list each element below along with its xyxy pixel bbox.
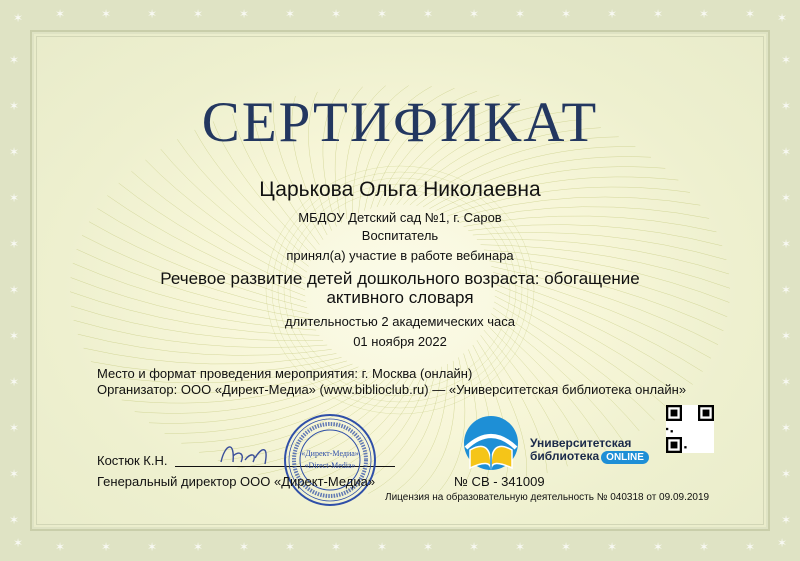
svg-text:✶: ✶ <box>12 536 24 550</box>
webinar-duration: длительностью 2 академических часа <box>285 314 515 329</box>
svg-text:✶: ✶ <box>376 7 388 21</box>
svg-text:✶: ✶ <box>698 7 710 21</box>
svg-text:✶: ✶ <box>8 283 20 297</box>
qr-code-icon <box>666 405 714 453</box>
svg-text:✶: ✶ <box>238 7 250 21</box>
signer-title: Генеральный директор ООО «Директ-Медиа» <box>97 474 376 489</box>
webinar-date: 01 ноября 2022 <box>353 334 447 349</box>
svg-text:✶: ✶ <box>468 540 480 554</box>
event-organizer: Организатор: ООО «Директ-Медиа» (www.biblioclub.ru) — «Университетская библиотека онлайн» <box>97 382 687 397</box>
svg-text:✶: ✶ <box>514 7 526 21</box>
svg-text:✶: ✶ <box>780 99 792 113</box>
svg-text:✶: ✶ <box>8 329 20 343</box>
signer-name: Костюк К.Н. <box>97 453 168 468</box>
svg-text:✶: ✶ <box>284 540 296 554</box>
svg-text:✶: ✶ <box>422 7 434 21</box>
svg-text:✶: ✶ <box>652 540 664 554</box>
svg-text:✶: ✶ <box>652 7 664 21</box>
participation-text: принял(а) участие в работе вебинара <box>286 248 514 263</box>
svg-text:✶: ✶ <box>376 540 388 554</box>
library-logo-line2-row <box>530 450 649 464</box>
svg-text:✶: ✶ <box>12 11 24 25</box>
svg-text:✶: ✶ <box>8 237 20 251</box>
svg-text:✶: ✶ <box>780 329 792 343</box>
svg-text:✶: ✶ <box>776 11 788 25</box>
svg-text:✶: ✶ <box>560 7 572 21</box>
svg-text:✶: ✶ <box>776 536 788 550</box>
svg-text:✶: ✶ <box>606 540 618 554</box>
recipient-organization: МБДОУ Детский сад №1, г. Саров <box>298 210 502 225</box>
signature <box>215 432 285 472</box>
svg-text:✶: ✶ <box>100 7 112 21</box>
stamp-line-1: «Директ-Медиа» <box>301 449 359 458</box>
license-text: Лицензия на образовательную деятельность № 040318 от 09.09.2019 <box>385 492 710 503</box>
certificate-title: СЕРТИФИКАТ <box>201 91 599 154</box>
svg-text:✶: ✶ <box>744 540 756 554</box>
svg-text:✶: ✶ <box>8 467 20 481</box>
svg-text:✶: ✶ <box>192 7 204 21</box>
webinar-topic: Речевое развитие детей дошкольного возраста: обогащение активного словаря <box>160 269 640 307</box>
library-logo-text <box>530 437 649 464</box>
stamp-line-2: «Direct-Media» <box>304 461 356 470</box>
svg-text:✶: ✶ <box>8 421 20 435</box>
svg-text:✶: ✶ <box>780 191 792 205</box>
event-place: Место и формат проведения мероприятия: г. Москва (онлайн) <box>97 366 473 381</box>
round-seal-icon <box>282 412 378 508</box>
svg-text:✶: ✶ <box>100 540 112 554</box>
svg-text:✶: ✶ <box>284 7 296 21</box>
svg-text:✶: ✶ <box>54 7 66 21</box>
svg-text:✶: ✶ <box>744 7 756 21</box>
svg-text:✶: ✶ <box>8 375 20 389</box>
svg-text:✶: ✶ <box>330 540 342 554</box>
svg-text:✶: ✶ <box>54 540 66 554</box>
svg-text:✶: ✶ <box>698 540 710 554</box>
svg-text:✶: ✶ <box>560 540 572 554</box>
svg-text:✶: ✶ <box>606 7 618 21</box>
svg-text:✶: ✶ <box>780 283 792 297</box>
svg-text:✶: ✶ <box>780 467 792 481</box>
svg-text:✶: ✶ <box>146 7 158 21</box>
svg-text:✶: ✶ <box>8 99 20 113</box>
svg-text:✶: ✶ <box>238 540 250 554</box>
open-book-logo-icon <box>456 414 526 472</box>
svg-text:✶: ✶ <box>8 53 20 67</box>
svg-text:✶: ✶ <box>780 375 792 389</box>
svg-text:✶: ✶ <box>146 540 158 554</box>
certificate-number: № СВ - 341009 <box>454 474 545 489</box>
online-badge: ONLINE <box>601 451 649 464</box>
svg-text:✶: ✶ <box>780 421 792 435</box>
svg-text:✶: ✶ <box>780 513 792 527</box>
svg-text:✶: ✶ <box>780 237 792 251</box>
svg-text:✶: ✶ <box>8 513 20 527</box>
recipient-name: Царькова Ольга Николаевна <box>259 178 541 201</box>
svg-text:✶: ✶ <box>514 540 526 554</box>
svg-text:✶: ✶ <box>468 7 480 21</box>
library-logo-line1: Университетская <box>530 436 632 450</box>
svg-text:✶: ✶ <box>192 540 204 554</box>
svg-text:✶: ✶ <box>8 145 20 159</box>
recipient-position: Воспитатель <box>361 228 439 243</box>
svg-text:✶: ✶ <box>780 145 792 159</box>
svg-text:✶: ✶ <box>330 7 342 21</box>
svg-text:✶: ✶ <box>8 191 20 205</box>
svg-text:✶: ✶ <box>422 540 434 554</box>
library-logo-line2: библиотека <box>530 449 600 463</box>
svg-text:✶: ✶ <box>780 53 792 67</box>
